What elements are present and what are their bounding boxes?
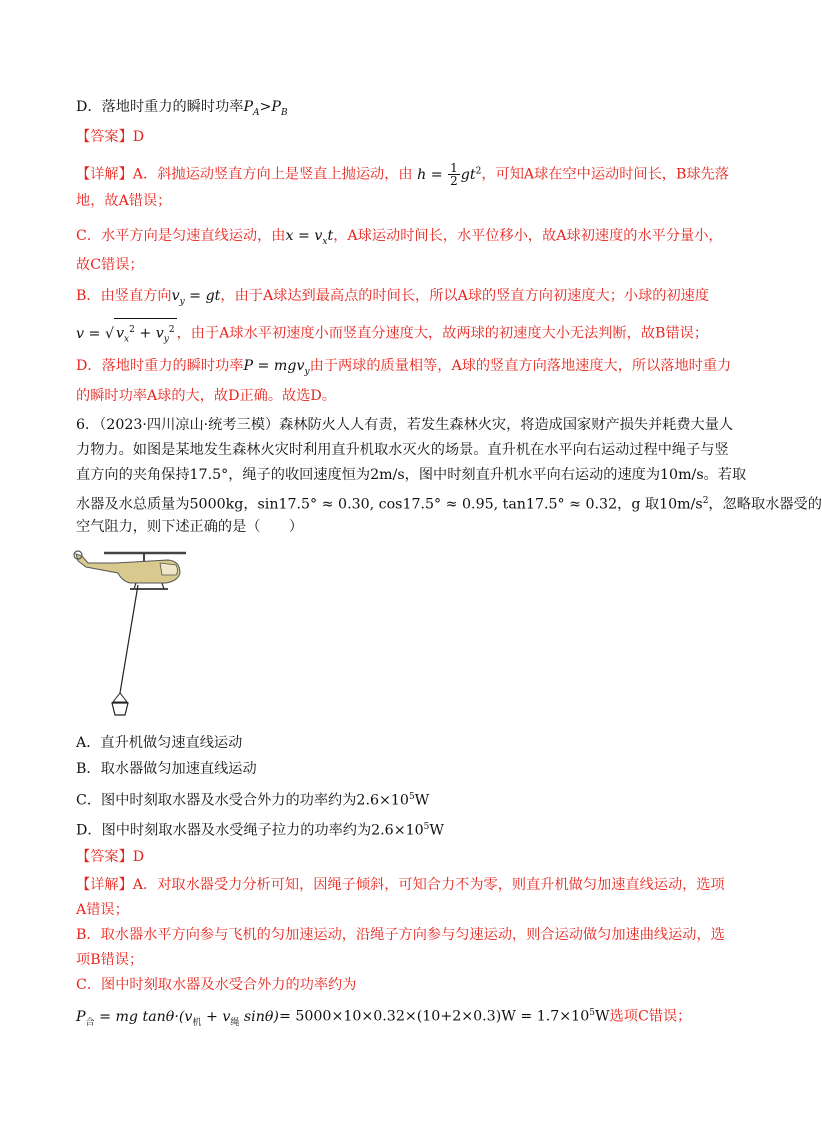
sub-a: A (253, 107, 260, 118)
answer-1 (76, 126, 736, 148)
option-b: B．取水器做匀加速直线运动 (76, 761, 257, 777)
detail-text: 选项C错误； (609, 1008, 692, 1025)
formula-power: $P_合$ = mg $\tan\theta\cdot(v_机 + v_绳$ sinθ) (76, 1008, 279, 1028)
detail-text: ，可知A球在空中运动时间长，B球先落 (481, 166, 729, 183)
formula-unit: W (594, 1008, 610, 1025)
rope (120, 585, 138, 693)
detail-1-b-line2 (76, 318, 736, 351)
option-d-text: D．图中时刻取水器及水受绳子拉力的功率约为 (76, 822, 372, 839)
question-6-line4: 水器及水总质量为5000kg，sin17.5° ≈ 0.30, cos17.5° ≈ 0.95, tan17.5° ≈ 0.32，g 取$10m/s^2$，忽略取水器受的 (76, 496, 822, 513)
detail-2-a-line2: A错误； (76, 902, 129, 918)
answer-value: D (132, 129, 145, 145)
bucket-hanger (113, 693, 127, 702)
option-c-exp: 5 (408, 792, 415, 802)
q6-text: 。若取 (703, 467, 747, 483)
answer-label: 【答案】 (76, 129, 133, 145)
option-c (76, 786, 736, 812)
q6-text: ，忽略取水器受的 (708, 496, 822, 513)
detail-label: 【详解】 (76, 877, 133, 893)
detail-text: 由于两球的质量相等，A球的竖直方向落地速度大，所以落地时重力 (309, 358, 732, 374)
detail-2-c-formula (76, 1002, 736, 1034)
detail-text: D．落地时重力的瞬时功率 (76, 358, 244, 374)
formula-h: h = $\frac{1}{2}$ $gt^2$ (417, 161, 482, 189)
option-d (76, 816, 736, 842)
gt-sign: > (259, 99, 272, 115)
detail-1-a-line2: 地，故A错误； (76, 193, 172, 209)
formula-vy: $v_y$ = gt (171, 288, 221, 307)
formula-value: = 5000×10×0.32×(10+2×0.3)W = 1.7×10 (278, 1008, 590, 1025)
option-d-unit: W (429, 822, 444, 839)
question-6-line3 (76, 464, 747, 486)
skid-strut (134, 583, 136, 589)
option-c-value: 2.6×10 (356, 792, 409, 809)
detail-1-c (76, 225, 736, 253)
detail-text: C．水平方向是匀速直线运动，由 (76, 228, 286, 244)
option-c-text: C．图中时刻取水器及水受合外力的功率约为 (76, 792, 357, 809)
detail-1-b (76, 285, 736, 313)
q6-g: g 取10m/s (631, 496, 703, 513)
detail-2-a (76, 874, 736, 896)
prev-option-d (76, 96, 736, 124)
cockpit-window (160, 563, 178, 575)
q6-mass: 5000kg (189, 496, 244, 513)
detail-text: B．由竖直方向 (76, 288, 172, 304)
question-6-line2: 力物力。如图是某地发生森林火灾时利用直升机取水灭火的场景。直升机在水平向右运动过程中绳子与竖 (76, 442, 729, 458)
detail-text: ，由于A球水平初速度小而竖直分速度大，故两球的初速度大小无法判断，故B错误； (176, 325, 709, 342)
answer-2 (76, 846, 736, 868)
detail-text: A．对取水器受力分析可知，因绳子倾斜，可知合力不为零，则直升机做匀加速直线运动，选项 (132, 877, 725, 893)
q6-angle: 17.5° (189, 467, 229, 483)
detail-text: ，由于A球达到最高点的时间长，所以A球的竖直方向初速度大；小球的初速度 (220, 288, 710, 304)
q6-text: 水器及水总质量为 (76, 496, 190, 513)
option-a: A．直升机做匀速直线运动 (76, 735, 243, 751)
answer-value: D (132, 849, 145, 865)
detail-1-d-line2: 的瞬时功率A球的大，故D正确。故选D。 (76, 388, 336, 404)
helicopter-figure (68, 545, 198, 720)
detail-1-d (76, 355, 736, 383)
q6-velocity: 10m/s (660, 467, 704, 483)
fraction: $\frac{1}{2}$ (450, 161, 458, 189)
detail-2-b-line2: 项B错误； (76, 952, 144, 968)
skid-strut (162, 583, 164, 589)
math-p: P (243, 99, 253, 115)
detail-text: A．斜抛运动竖直方向上是竖直上抛运动，由 (132, 166, 413, 183)
detail-2-b: B．取水器水平方向参与飞机的匀加速运动，沿绳子方向参与匀速运动，则合运动做匀加速曲线运动，选 (76, 927, 725, 943)
sub-b: B (280, 107, 288, 118)
math-p2: P (271, 99, 281, 115)
option-d-value: 2.6×10 (371, 822, 424, 839)
detail-label: 【详解】 (76, 166, 133, 183)
question-6-line5: 空气阻力，则下述正确的是（ ） (76, 519, 304, 535)
q6-trig: sin17.5° ≈ 0.30, cos17.5° ≈ 0.95, tan17.5° ≈ 0.32 (257, 496, 618, 513)
detail-2-c: C．图中时刻取水器及水受合外力的功率约为 (76, 977, 357, 993)
q6-text: ，图中时刻直升机水平向右运动的速度为 (404, 467, 661, 483)
q6-text: ，绳子的收回速度恒为 (228, 467, 371, 483)
detail-text: ，A球运动时间长，水平位移小，故A球初速度的水平分量小， (333, 228, 723, 244)
detail-1-a (76, 160, 736, 187)
q6-speed: 2m/s (370, 467, 405, 483)
water-bucket (112, 703, 128, 715)
prev-option-d-text: D．落地时重力的瞬时功率 (76, 99, 244, 115)
detail-1-c-line2: 故C错误； (76, 257, 144, 273)
formula-exp: 5 (589, 1008, 595, 1018)
formula-p: P = mgv$_y$ (243, 358, 310, 377)
formula-v: v = √ $v_x^2 + v_y^2$ (76, 326, 177, 342)
answer-label: 【答案】 (76, 849, 133, 865)
formula-x: $x = v_xt$ (285, 228, 334, 247)
option-c-unit: W (414, 792, 430, 809)
option-d-exp: 5 (423, 822, 430, 832)
question-6-line1: 6．（2023·四川凉山·统考三模）森林防火人人有责，若发生森林火灾，将造成国家财产损失并耗费大量人 (76, 417, 734, 433)
q6-text: 直方向的夹角保持 (76, 467, 190, 483)
